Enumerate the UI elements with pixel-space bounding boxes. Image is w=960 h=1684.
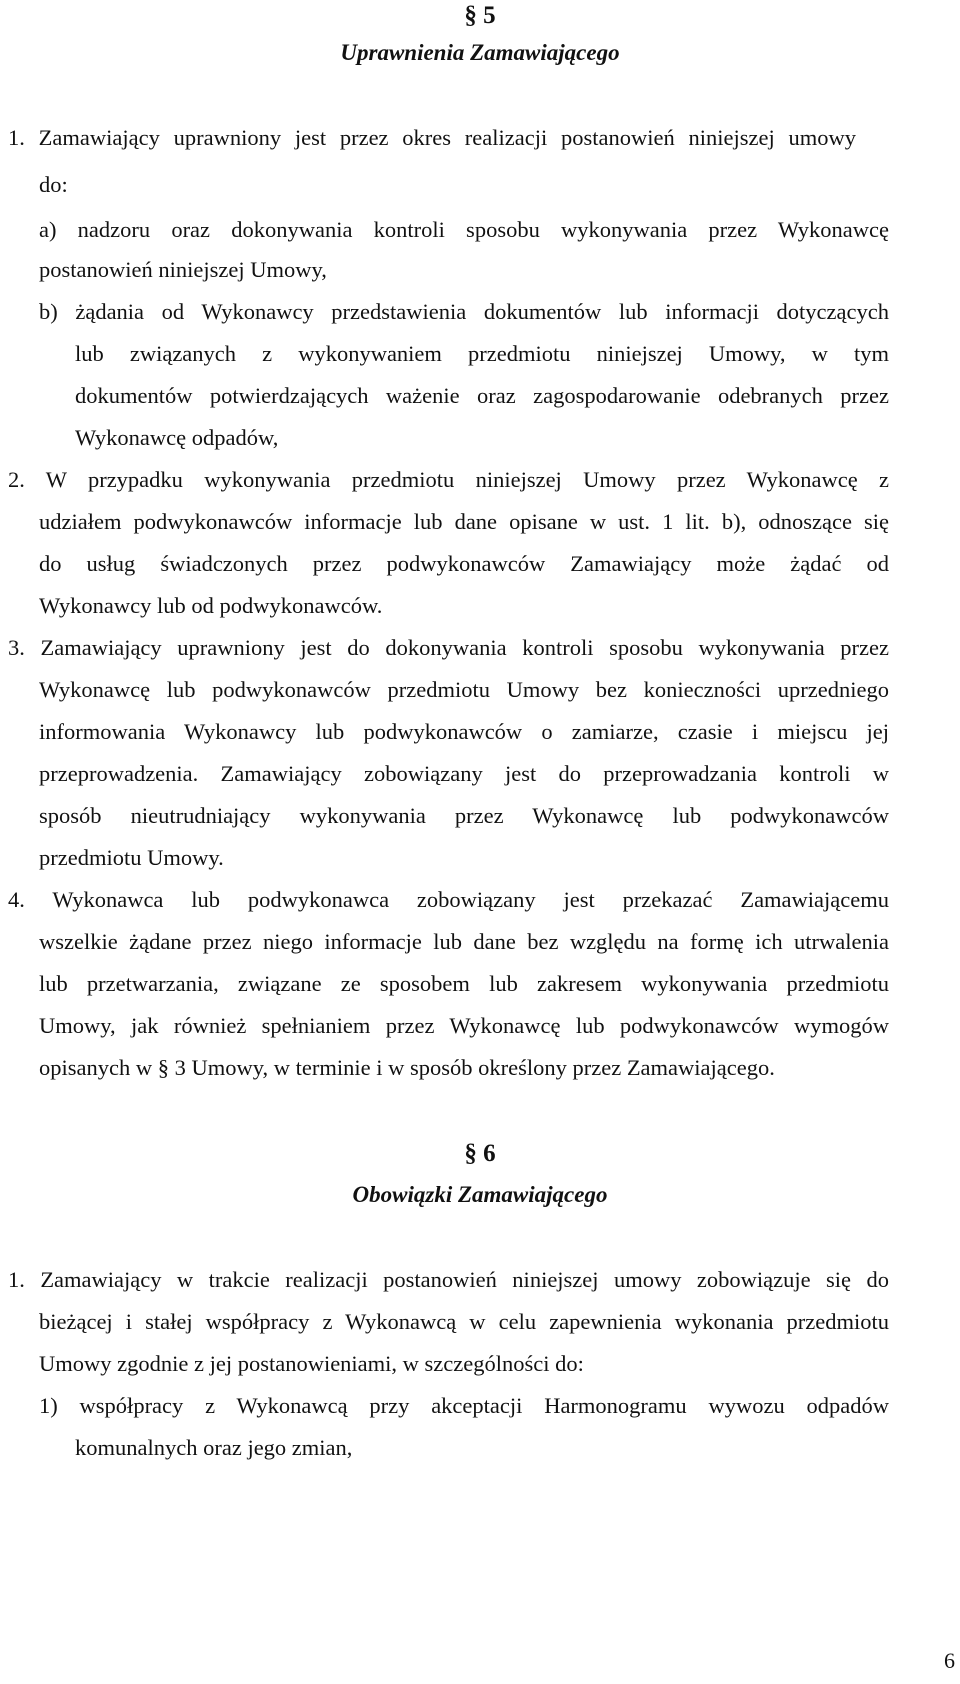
s5-p2-line2: udziałem podwykonawców informacje lub dane opisane w ust. 1 lit. b), odnoszące się: [39, 509, 889, 534]
s6-item1-line1: 1) współpracy z Wykonawcą przy akceptacji Harmonogramu wywozu odpadów: [39, 1393, 889, 1418]
s5-p1-line2: do:: [39, 172, 68, 197]
s5-p1-line1: 1. Zamawiający uprawniony jest przez okres realizacji postanowień niniejszej umowy: [8, 125, 856, 150]
s5-a-line1: a) nadzoru oraz dokonywania kontroli sposobu wykonywania przez Wykonawcę: [39, 217, 889, 242]
section-6-title: Obowiązki Zamawiającego: [352, 1182, 608, 1207]
s5-p3-line4: przeprowadzenia. Zamawiający zobowiązany jest do przeprowadzania kontroli w: [39, 761, 889, 786]
s6-p1-line1: 1. Zamawiający w trakcie realizacji postanowień niniejszej umowy zobowiązuje się do: [8, 1267, 889, 1292]
s5-p3-line3: informowania Wykonawcy lub podwykonawców o zamiarze, czasie i miejscu jej: [39, 719, 889, 744]
s5-p3-line1: 3. Zamawiający uprawniony jest do dokonywania kontroli sposobu wykonywania przez: [8, 635, 889, 660]
s5-b-line3: dokumentów potwierdzających ważenie oraz zagospodarowanie odebranych przez: [75, 383, 889, 408]
s5-p3-line2: Wykonawcę lub podwykonawców przedmiotu Umowy bez konieczności uprzedniego: [39, 677, 889, 702]
s5-p4-line5: opisanych w § 3 Umowy, w terminie i w sposób określony przez Zamawiającego.: [39, 1055, 775, 1080]
s5-p4-line2: wszelkie żądane przez niego informacje lub dane bez względu na formę ich utrwalenia: [39, 929, 889, 954]
s5-p3-line6: przedmiotu Umowy.: [39, 845, 224, 870]
s5-p4-line4: Umowy, jak również spełnianiem przez Wykonawcę lub podwykonawców wymogów: [39, 1013, 889, 1038]
s5-a-line2: postanowień niniejszej Umowy,: [39, 257, 327, 282]
s6-item1-line2: komunalnych oraz jego zmian,: [75, 1435, 353, 1460]
s5-b-line1: b) żądania od Wykonawcy przedstawienia dokumentów lub informacji dotyczących: [39, 299, 889, 324]
s5-p4-line1: 4. Wykonawca lub podwykonawca zobowiązany jest przekazać Zamawiającemu: [8, 887, 889, 912]
s5-b-line2: lub związanych z wykonywaniem przedmiotu niniejszej Umowy, w tym: [75, 341, 889, 366]
section-6-number: § 6: [464, 1140, 496, 1167]
s5-p2-line1: 2. W przypadku wykonywania przedmiotu niniejszej Umowy przez Wykonawcę z: [8, 467, 889, 492]
page-number: 6: [944, 1648, 955, 1673]
s6-p1-line2: bieżącej i stałej współpracy z Wykonawcą w celu zapewnienia wykonania przedmiotu: [39, 1309, 889, 1334]
s5-p2-line4: Wykonawcy lub od podwykonawców.: [39, 593, 383, 618]
section-5-title: Uprawnienia Zamawiającego: [340, 40, 620, 65]
section-5-number: § 5: [464, 2, 496, 29]
s6-p1-line3: Umowy zgodnie z jej postanowieniami, w szczególności do:: [39, 1351, 584, 1376]
s5-p4-line3: lub przetwarzania, związane ze sposobem lub zakresem wykonywania przedmiotu: [39, 971, 889, 996]
s5-b-line4: Wykonawcę odpadów,: [75, 425, 279, 450]
s5-p3-line5: sposób nieutrudniający wykonywania przez Wykonawcę lub podwykonawców: [39, 803, 889, 828]
s5-p2-line3: do usług świadczonych przez podwykonawców Zamawiający może żądać od: [39, 551, 889, 576]
